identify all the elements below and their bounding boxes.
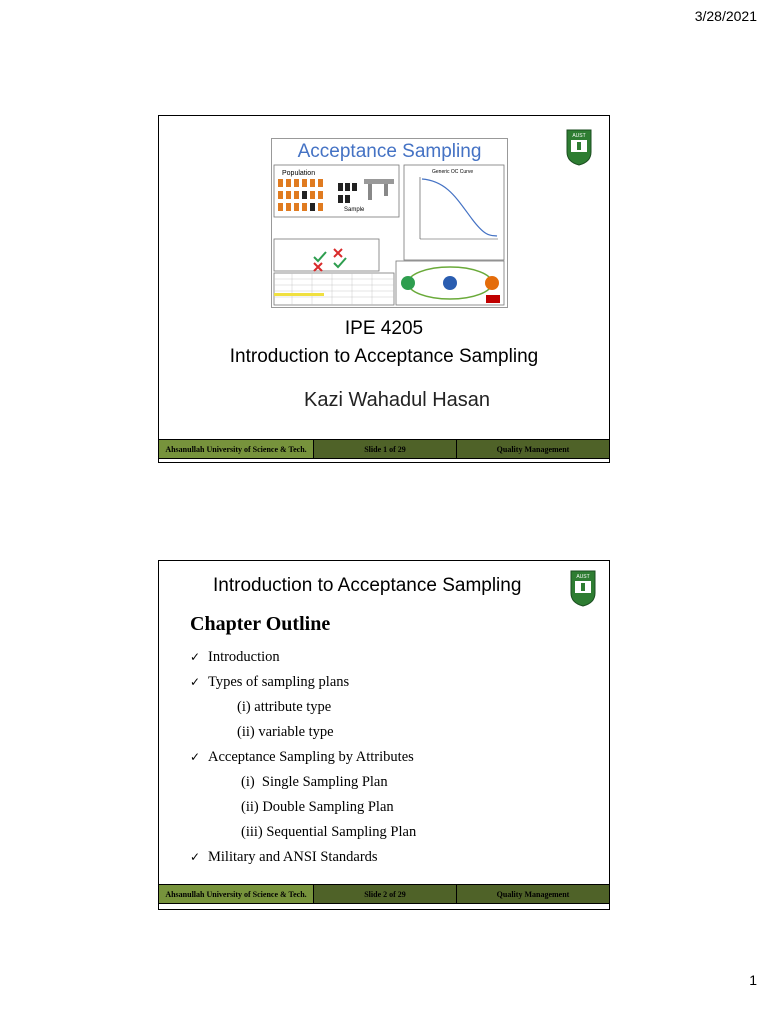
course-code: IPE 4205	[344, 318, 424, 339]
check-icon: ✓	[190, 750, 201, 764]
list-item: (i) attribute type	[237, 699, 332, 715]
slide-2	[158, 560, 610, 910]
list-item: ✓ Types of sampling plans	[190, 670, 416, 695]
slide-1-footer	[159, 439, 609, 459]
hero-image	[271, 138, 508, 308]
slide-1	[158, 115, 610, 463]
footer-university: Ahsanullah University of Science & Tech.	[159, 885, 314, 903]
check-icon: ✓	[190, 675, 201, 689]
list-item: ✓ Introduction	[190, 645, 416, 670]
check-icon: ✓	[190, 850, 201, 864]
list-item: (ii) Double Sampling Plan	[241, 799, 394, 815]
footer-slide-number: Slide 1 of 29	[314, 440, 457, 458]
aust-logo	[565, 128, 593, 166]
chapter-outline-heading: Chapter Outline	[190, 613, 331, 635]
footer-university: Ahsanullah University of Science & Tech.	[159, 440, 314, 458]
author-name: Kazi Wahadul Hasan	[304, 389, 491, 411]
oc-curve-label: Generic OC Curve	[432, 169, 474, 175]
hero-title: Acceptance Sampling	[297, 141, 482, 162]
page-number: 1	[749, 972, 757, 988]
aust-logo	[569, 569, 597, 607]
footer-slide-number: Slide 2 of 29	[314, 885, 457, 903]
footer-course: Quality Management	[496, 444, 570, 454]
population-label: Population	[282, 170, 316, 177]
hero-illustration	[272, 139, 507, 307]
list-item: ✓ Acceptance Sampling by Attributes	[190, 745, 416, 770]
list-item: (ii) variable type	[237, 724, 334, 740]
slide-2-footer	[159, 884, 609, 904]
list-item: ✓ Military and ANSI Standards	[190, 845, 416, 870]
footer-course: Quality Management	[496, 889, 570, 899]
chapter-outline-list	[190, 645, 416, 870]
svg-text:AUST: AUST	[572, 133, 586, 139]
list-item: (i) Single Sampling Plan	[241, 774, 388, 790]
list-item: (iii) Sequential Sampling Plan	[241, 824, 417, 840]
slide-2-title: Introduction to Acceptance Sampling	[213, 575, 522, 596]
slide-1-title: Introduction to Acceptance Sampling	[229, 346, 539, 367]
check-icon: ✓	[190, 650, 201, 664]
svg-text:AUST: AUST	[576, 574, 590, 580]
page-date: 3/28/2021	[694, 8, 757, 24]
sample-label: Sample	[344, 207, 365, 213]
